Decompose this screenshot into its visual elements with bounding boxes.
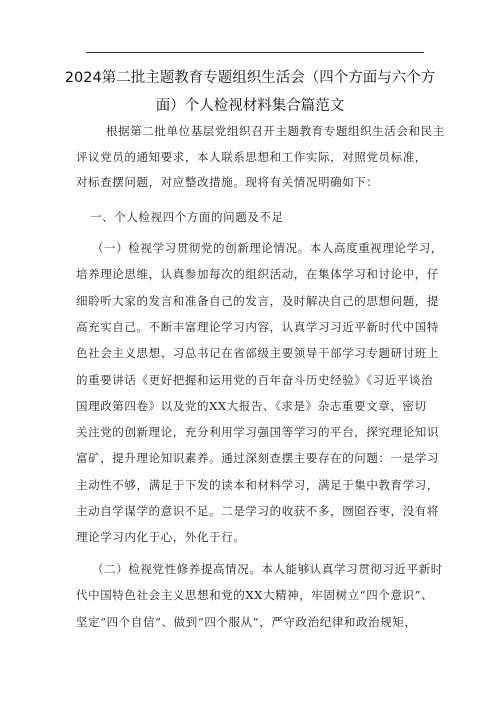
para1-line: 培养理论思维，认真参加每次的组织活动，在集体学习和讨论中，仔	[76, 267, 439, 281]
intro-line: 对标查摆问题，对应整改措施。现将有关情况明确如下：	[76, 175, 379, 189]
para1-line: 的重要讲话《更好把握和运用党的百年奋斗历史经验》《习近平谈治	[76, 373, 434, 387]
section-heading: 一、个人检视四个方面的问题及不足	[90, 210, 284, 224]
document-title-line-1: 2024第二批主题教育专题组织生活会（四个方面与六个方	[64, 70, 436, 86]
para1-line: （一）检视学习贯彻党的创新理论情况。本人高度重视理论学习，	[92, 241, 443, 255]
para2-line: 坚定“四个自信”、做到“四个服从”，严守政治纪律和政治规矩，	[76, 615, 417, 629]
para2-line: （二）检视党性修养提高情况。本人能够认真学习贯彻习近平新时	[92, 562, 443, 576]
para1-line: 色社会主义思想、习总书记在省部级主要领导干部学习专题研讨班上	[76, 346, 439, 360]
document-title-line-2: 面）个人检视材料集合篇范文	[155, 98, 345, 114]
para1-line: 细聆听大家的发言和准备自己的发言，及时解决自己的思想问题，提	[76, 294, 439, 308]
para1-line: 主动性不够，满足于下发的读本和材料学习，满足于集中教育学习，	[76, 478, 439, 492]
para1-line: 主动自学谋学的意识不足。二是学习的收获不多，囫囵吞枣，没有将	[76, 504, 439, 518]
para2-line: 代中国特色社会主义思想和党的XX大精神，牢固树立“四个意识”、	[76, 588, 434, 602]
intro-line: 根据第二批单位基层党组织召开主题教育专题组织生活会和民主	[106, 124, 445, 138]
para1-line: 理论学习内化于心，外化于行。	[76, 530, 246, 544]
intro-line: 评议党员的通知要求，本人联系思想和工作实际，对照党员标准，	[76, 150, 427, 164]
para1-line: 高充实自己。不断丰富理论学习内容，认真学习习近平新时代中国特	[76, 320, 439, 334]
para1-line: 国理政第四卷》以及党的XX大报告、《求是》杂志重要文章，密切	[76, 399, 427, 413]
para1-line: 关注党的创新理论，充分利用学习强国等学习的平台，探究理论知识	[76, 425, 439, 439]
header-rule	[86, 52, 424, 53]
para1-line: 富矿，提升理论知识素养。通过深刻查摆主要存在的问题：一是学习	[76, 451, 439, 465]
